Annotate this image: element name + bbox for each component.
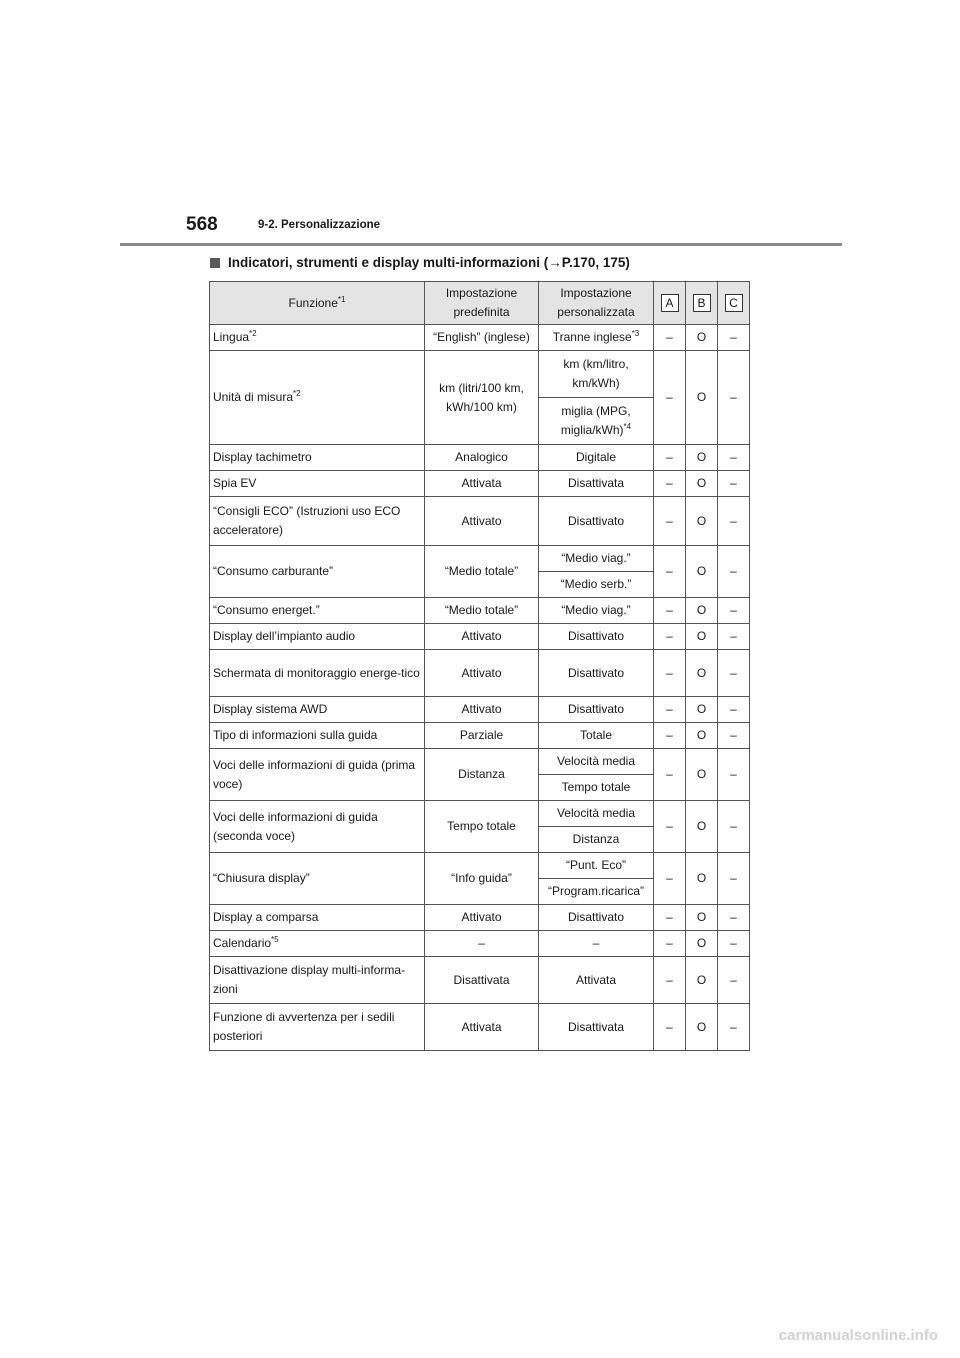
table-row	[210, 497, 750, 546]
cell-a-text: –	[666, 603, 673, 617]
cell-b-text: O	[696, 728, 707, 742]
header-function	[210, 282, 425, 325]
cell-function	[210, 325, 425, 351]
cell-c	[718, 598, 750, 624]
table-row	[210, 957, 750, 1004]
cell-function-text: Display sistema AWD	[213, 702, 328, 716]
cell-custom	[539, 624, 654, 650]
footnote-ref: *2	[293, 389, 301, 398]
cell-c	[718, 905, 750, 931]
table-row	[210, 749, 750, 775]
cell-function-text: Display tachimetro	[213, 450, 312, 464]
column-b-badge: B	[693, 294, 711, 312]
cell-default-text: Attivata	[461, 476, 502, 490]
cell-a-text: –	[666, 330, 673, 344]
cell-a-text: –	[666, 1019, 673, 1034]
cell-custom-text: “Program.ricarica”	[547, 884, 644, 898]
cell-c-text: –	[730, 513, 737, 528]
cell-c-text: –	[730, 910, 737, 924]
header-a	[654, 282, 686, 325]
cell-function-text: Display a comparsa	[213, 910, 319, 924]
cell-custom	[539, 497, 654, 546]
cell-default	[425, 931, 539, 957]
cell-custom	[539, 351, 654, 398]
cell-custom	[539, 775, 654, 801]
cell-default	[425, 1004, 539, 1051]
table-body	[210, 325, 750, 1051]
table-heading-text: Indicatori, strumenti e display multi-informazioni (→P.170, 175)	[228, 255, 630, 270]
cell-default-text: “Medio totale”	[444, 603, 519, 617]
cell-default-text: Tempo totale	[447, 819, 516, 833]
cell-a	[654, 497, 686, 546]
cell-a-text: –	[666, 513, 673, 528]
cell-function	[210, 598, 425, 624]
section-title: 9-2. Personalizzazione	[258, 219, 381, 231]
table-row	[210, 325, 750, 351]
cell-default	[425, 445, 539, 471]
cell-a	[654, 697, 686, 723]
cell-function	[210, 497, 425, 546]
cell-custom-text: Attivata	[575, 972, 617, 987]
cell-default	[425, 471, 539, 497]
cell-custom-text: Disattivato	[567, 702, 625, 716]
cell-function-text: “Consumo energet.”	[213, 603, 320, 617]
cell-b-text: O	[696, 564, 707, 578]
cell-a	[654, 351, 686, 445]
cell-default-text: km (litri/100 km, kWh/100 km)	[439, 380, 524, 414]
cell-b-text: O	[696, 629, 707, 643]
cell-custom-text: Totale	[579, 728, 613, 742]
cell-b-text: O	[696, 910, 707, 924]
cell-custom	[539, 697, 654, 723]
cell-default-text: Analogico	[455, 450, 508, 464]
cell-default-text: “Medio totale”	[444, 564, 519, 578]
cell-b-text: O	[696, 603, 707, 617]
cell-b	[686, 723, 718, 749]
cell-custom	[539, 879, 654, 905]
cell-function	[210, 957, 425, 1004]
cell-custom-text: –	[592, 936, 600, 950]
cell-a-text: –	[666, 936, 673, 950]
cell-function-text: “Consigli ECO” (Istruzioni uso ECO acceleratore)	[213, 504, 401, 537]
cell-custom	[539, 931, 654, 957]
header-custom-line2: personalizzata	[557, 305, 635, 319]
cell-c	[718, 801, 750, 853]
cell-custom	[539, 749, 654, 775]
cell-default	[425, 546, 539, 598]
cell-function	[210, 650, 425, 697]
cell-default	[425, 598, 539, 624]
cell-b	[686, 650, 718, 697]
cell-default-text: Attivato	[461, 665, 502, 680]
cell-custom	[539, 957, 654, 1004]
cell-a	[654, 598, 686, 624]
cell-c-text: –	[730, 936, 737, 950]
table-row	[210, 471, 750, 497]
cell-c-text: –	[730, 871, 737, 885]
cell-default-text: Attivato	[461, 910, 502, 924]
cell-default-text: Disattivata	[453, 972, 510, 987]
table-row	[210, 801, 750, 827]
cell-custom-text: Tranne inglese	[552, 330, 632, 344]
cell-default-text: –	[478, 936, 485, 950]
table-row	[210, 905, 750, 931]
cell-custom-text: “Punt. Eco”	[565, 858, 627, 872]
cell-a-text: –	[666, 910, 673, 924]
cell-function	[210, 853, 425, 905]
cell-custom-text: Tempo totale	[561, 780, 631, 794]
cell-c-text: –	[730, 330, 737, 344]
cell-c	[718, 650, 750, 697]
cell-c	[718, 931, 750, 957]
cell-b	[686, 497, 718, 546]
cell-function-text: Schermata di monitoraggio energe-tico	[213, 665, 420, 680]
table-row	[210, 1004, 750, 1051]
table-row	[210, 546, 750, 572]
cell-function-text: Disattivazione display multi-informa-zioni	[213, 963, 406, 996]
cell-default	[425, 497, 539, 546]
cell-function-text: Unità di misura	[213, 390, 294, 404]
cell-default-text: Parziale	[459, 728, 504, 742]
cell-custom	[539, 546, 654, 572]
cell-b	[686, 351, 718, 445]
page-number: 568	[186, 214, 218, 235]
cell-a	[654, 749, 686, 801]
table-row	[210, 351, 750, 398]
cell-c-text: –	[730, 390, 737, 404]
cell-default-text: “English” (inglese)	[433, 330, 530, 344]
cell-default	[425, 723, 539, 749]
cell-function	[210, 471, 425, 497]
cell-function	[210, 749, 425, 801]
cell-c	[718, 749, 750, 801]
cell-c	[718, 957, 750, 1004]
cell-default	[425, 749, 539, 801]
cell-custom-text: Disattivato	[567, 629, 625, 643]
cell-b	[686, 853, 718, 905]
cell-c-text: –	[730, 819, 737, 833]
cell-a-text: –	[666, 972, 673, 987]
cell-c-text: –	[730, 728, 737, 742]
cell-a-text: –	[666, 871, 673, 885]
cell-custom	[539, 1004, 654, 1051]
header-custom-line1: Impostazione	[560, 286, 632, 300]
settings-table	[209, 281, 750, 1051]
cell-default	[425, 351, 539, 445]
cell-custom	[539, 827, 654, 853]
cell-a-text: –	[666, 476, 673, 490]
square-bullet-icon	[210, 258, 220, 268]
cell-c	[718, 853, 750, 905]
cell-b-text: O	[696, 513, 707, 528]
cell-default-text: “Info guida”	[451, 871, 512, 885]
cell-a	[654, 624, 686, 650]
cell-custom	[539, 445, 654, 471]
cell-a-text: –	[666, 564, 673, 578]
cell-default-text: Attivato	[461, 629, 502, 643]
cell-a-text: –	[666, 450, 673, 464]
cell-a-text: –	[666, 665, 673, 680]
header-b	[686, 282, 718, 325]
cell-custom-text: “Medio viag.”	[561, 551, 631, 565]
cell-c-text: –	[730, 450, 737, 464]
cell-b	[686, 546, 718, 598]
cell-c	[718, 546, 750, 598]
cell-a	[654, 931, 686, 957]
table-row	[210, 650, 750, 697]
cell-function	[210, 445, 425, 471]
cell-b	[686, 957, 718, 1004]
cell-custom	[539, 325, 654, 351]
cell-c-text: –	[730, 972, 737, 987]
cell-c-text: –	[730, 629, 737, 643]
cell-default	[425, 697, 539, 723]
cell-custom	[539, 650, 654, 697]
cell-b	[686, 905, 718, 931]
cell-b-text: O	[696, 702, 707, 716]
cell-b-text: O	[696, 819, 707, 833]
cell-a	[654, 325, 686, 351]
cell-c	[718, 445, 750, 471]
cell-b-text: O	[696, 871, 707, 885]
cell-custom-text: “Medio serb.”	[560, 577, 632, 591]
cell-b-text: O	[696, 936, 707, 950]
cell-function-text: Spia EV	[213, 476, 257, 490]
cell-c	[718, 325, 750, 351]
cell-custom-text: Disattivato	[567, 665, 625, 680]
cell-custom	[539, 598, 654, 624]
cell-b-text: O	[696, 972, 707, 987]
cell-custom-text: Velocità media	[556, 754, 636, 768]
cell-default	[425, 624, 539, 650]
cell-function-text: Voci delle informazioni di guida (prima voce)	[213, 757, 416, 791]
table-row	[210, 697, 750, 723]
cell-c-text: –	[730, 767, 737, 781]
cell-b-text: O	[696, 330, 707, 344]
cell-b	[686, 325, 718, 351]
cell-default	[425, 650, 539, 697]
header-default-line2: predefinita	[453, 305, 510, 319]
cell-c	[718, 723, 750, 749]
cell-function-text: “Chiusura display”	[213, 871, 310, 885]
cell-function	[210, 697, 425, 723]
header-default-line1: Impostazione	[445, 286, 518, 300]
cell-b	[686, 1004, 718, 1051]
cell-custom	[539, 723, 654, 749]
cell-custom-text: Disattivata	[567, 1019, 625, 1034]
cell-custom	[539, 853, 654, 879]
cell-b	[686, 624, 718, 650]
column-a-badge: A	[661, 294, 679, 312]
cell-function	[210, 723, 425, 749]
cell-default-text: Attivato	[461, 702, 502, 716]
cell-custom	[539, 905, 654, 931]
cell-function	[210, 546, 425, 598]
cell-c-text: –	[730, 603, 737, 617]
cell-custom-text: Velocità media	[556, 806, 636, 820]
cell-custom	[539, 398, 654, 445]
cell-default	[425, 801, 539, 853]
cell-function	[210, 931, 425, 957]
cell-b	[686, 749, 718, 801]
header-c	[718, 282, 750, 325]
cell-a	[654, 957, 686, 1004]
cell-a	[654, 1004, 686, 1051]
footnote-ref: *4	[623, 422, 632, 431]
cell-b	[686, 445, 718, 471]
cell-a-text: –	[666, 728, 673, 742]
cell-default	[425, 853, 539, 905]
cell-c	[718, 697, 750, 723]
cell-a	[654, 546, 686, 598]
cell-b	[686, 471, 718, 497]
cell-b-text: O	[696, 665, 707, 680]
cell-c	[718, 497, 750, 546]
cell-c-text: –	[730, 564, 737, 578]
cell-b	[686, 931, 718, 957]
cell-function-text: Display dell’impianto audio	[213, 629, 356, 643]
cell-c	[718, 351, 750, 445]
cell-default	[425, 957, 539, 1004]
cell-function	[210, 351, 425, 445]
cell-function-text: Tipo di informazioni sulla guida	[213, 728, 378, 742]
cell-function	[210, 905, 425, 931]
cell-function-text: Voci delle informazioni di guida (seconda voce)	[213, 809, 378, 843]
cell-a	[654, 471, 686, 497]
cell-c	[718, 624, 750, 650]
cell-function-text: Funzione di avvertenza per i sedili posteriori	[213, 1010, 395, 1043]
cell-b-text: O	[696, 767, 707, 781]
cell-b	[686, 697, 718, 723]
cell-b-text: O	[696, 1019, 707, 1034]
footnote-ref: *1	[337, 294, 346, 304]
cell-a	[654, 801, 686, 853]
cell-b-text: O	[696, 450, 707, 464]
cell-custom-text: Digitale	[575, 450, 617, 464]
column-c-badge: C	[725, 294, 743, 312]
table-header-row	[210, 282, 750, 325]
table-row	[210, 853, 750, 879]
table-row	[210, 445, 750, 471]
cell-a	[654, 723, 686, 749]
cell-a	[654, 905, 686, 931]
cell-a-text: –	[666, 629, 673, 643]
cell-function	[210, 624, 425, 650]
cell-a-text: –	[666, 767, 673, 781]
header-default	[425, 282, 539, 325]
cell-b-text: O	[696, 476, 707, 490]
header-custom	[539, 282, 654, 325]
cell-a-text: –	[666, 390, 673, 404]
table-heading	[210, 255, 630, 270]
cell-a-text: –	[666, 819, 673, 833]
cell-custom-text: miglia (MPG, miglia/kWh)	[560, 404, 631, 437]
table-row	[210, 931, 750, 957]
cell-function	[210, 1004, 425, 1051]
cell-default-text: Attivato	[461, 513, 502, 528]
cell-c-text: –	[730, 1019, 737, 1034]
cell-default-text: Distanza	[458, 767, 505, 781]
cell-custom-text: Disattivato	[567, 513, 625, 528]
cell-c-text: –	[730, 665, 737, 680]
cell-a	[654, 853, 686, 905]
cell-c-text: –	[730, 702, 737, 716]
cell-default	[425, 325, 539, 351]
watermark: carmanualsonline.info	[778, 1327, 938, 1344]
cell-custom-text: km (km/litro, km/kWh)	[563, 357, 629, 390]
cell-function-text: Calendario	[213, 936, 272, 950]
cell-custom	[539, 471, 654, 497]
cell-a	[654, 650, 686, 697]
header-rule	[120, 243, 842, 246]
cell-custom-text: “Medio viag.”	[561, 603, 631, 617]
cell-function	[210, 801, 425, 853]
cell-custom-text: Distanza	[572, 832, 620, 846]
cell-b-text: O	[696, 390, 707, 404]
cell-custom-text: Disattivato	[567, 910, 625, 924]
cell-c-text: –	[730, 476, 737, 490]
cell-a-text: –	[666, 702, 673, 716]
cell-custom-text: Disattivata	[567, 476, 625, 490]
cell-default-text: Attivata	[461, 1019, 502, 1034]
cell-c	[718, 1004, 750, 1051]
cell-function-text: Lingua	[213, 330, 250, 344]
header-function-label: Funzione	[288, 295, 338, 310]
cell-b	[686, 598, 718, 624]
cell-b	[686, 801, 718, 853]
table-row	[210, 624, 750, 650]
footnote-ref: *3	[631, 329, 640, 338]
cell-a	[654, 445, 686, 471]
table-row	[210, 723, 750, 749]
cell-custom	[539, 801, 654, 827]
footnote-ref: *2	[249, 329, 257, 338]
cell-c	[718, 471, 750, 497]
cell-function-text: “Consumo carburante”	[213, 564, 334, 578]
footnote-ref: *5	[271, 935, 279, 944]
cell-default	[425, 905, 539, 931]
table-row	[210, 598, 750, 624]
cell-custom	[539, 572, 654, 598]
